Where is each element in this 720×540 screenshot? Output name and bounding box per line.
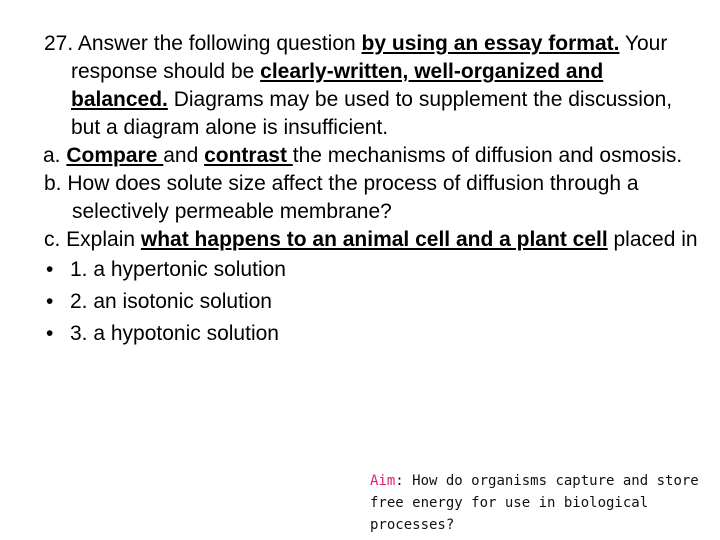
bullet-icon: • (46, 258, 54, 281)
question-intro (44, 30, 704, 142)
aim-statement (370, 470, 700, 536)
part-c-prefix: c. Explain (44, 228, 141, 251)
list-item (44, 286, 704, 318)
list-item-text: 2. an isotonic solution (70, 290, 272, 313)
solution-list (44, 254, 704, 350)
intro-text-2: Your response should be (71, 32, 668, 83)
part-c-rest: placed in (607, 228, 698, 251)
aim-label: Aim (370, 473, 396, 489)
bullet-icon: • (46, 290, 54, 313)
list-item-text: 3. a hypotonic solution (70, 322, 279, 345)
part-a-mid: and (163, 144, 205, 167)
part-c (44, 226, 704, 254)
part-b-text: b. How does solute size affect the process of diffusion through a selectively permeable membrane? (44, 172, 639, 223)
list-item-text: 1. a hypertonic solution (70, 258, 286, 281)
intro-underlined-2: clearly-written, well-organized and balanced. (71, 60, 604, 111)
question-27 (44, 30, 704, 350)
part-a (44, 142, 704, 170)
part-a-compare: Compare (66, 144, 164, 167)
list-item (44, 254, 704, 286)
part-a-prefix: a. (43, 144, 67, 167)
part-a-rest: the mechanisms of diffusion and osmosis. (292, 144, 683, 167)
intro-underlined-1: by using an essay format. (361, 32, 620, 55)
question-number: 27. (44, 32, 74, 55)
list-item (44, 318, 704, 350)
part-c-underlined: what happens to an animal cell and a plant cell (140, 228, 608, 251)
part-b (44, 170, 704, 226)
bullet-icon: • (46, 322, 54, 345)
intro-text-3: Diagrams may be used to supplement the discussion, but a diagram alone is insufficient. (71, 88, 673, 139)
intro-text-1: Answer the following question (73, 32, 362, 55)
aim-text: : How do organisms capture and store free energy for use in biological processes? (370, 473, 699, 533)
part-a-contrast: contrast (204, 144, 293, 167)
